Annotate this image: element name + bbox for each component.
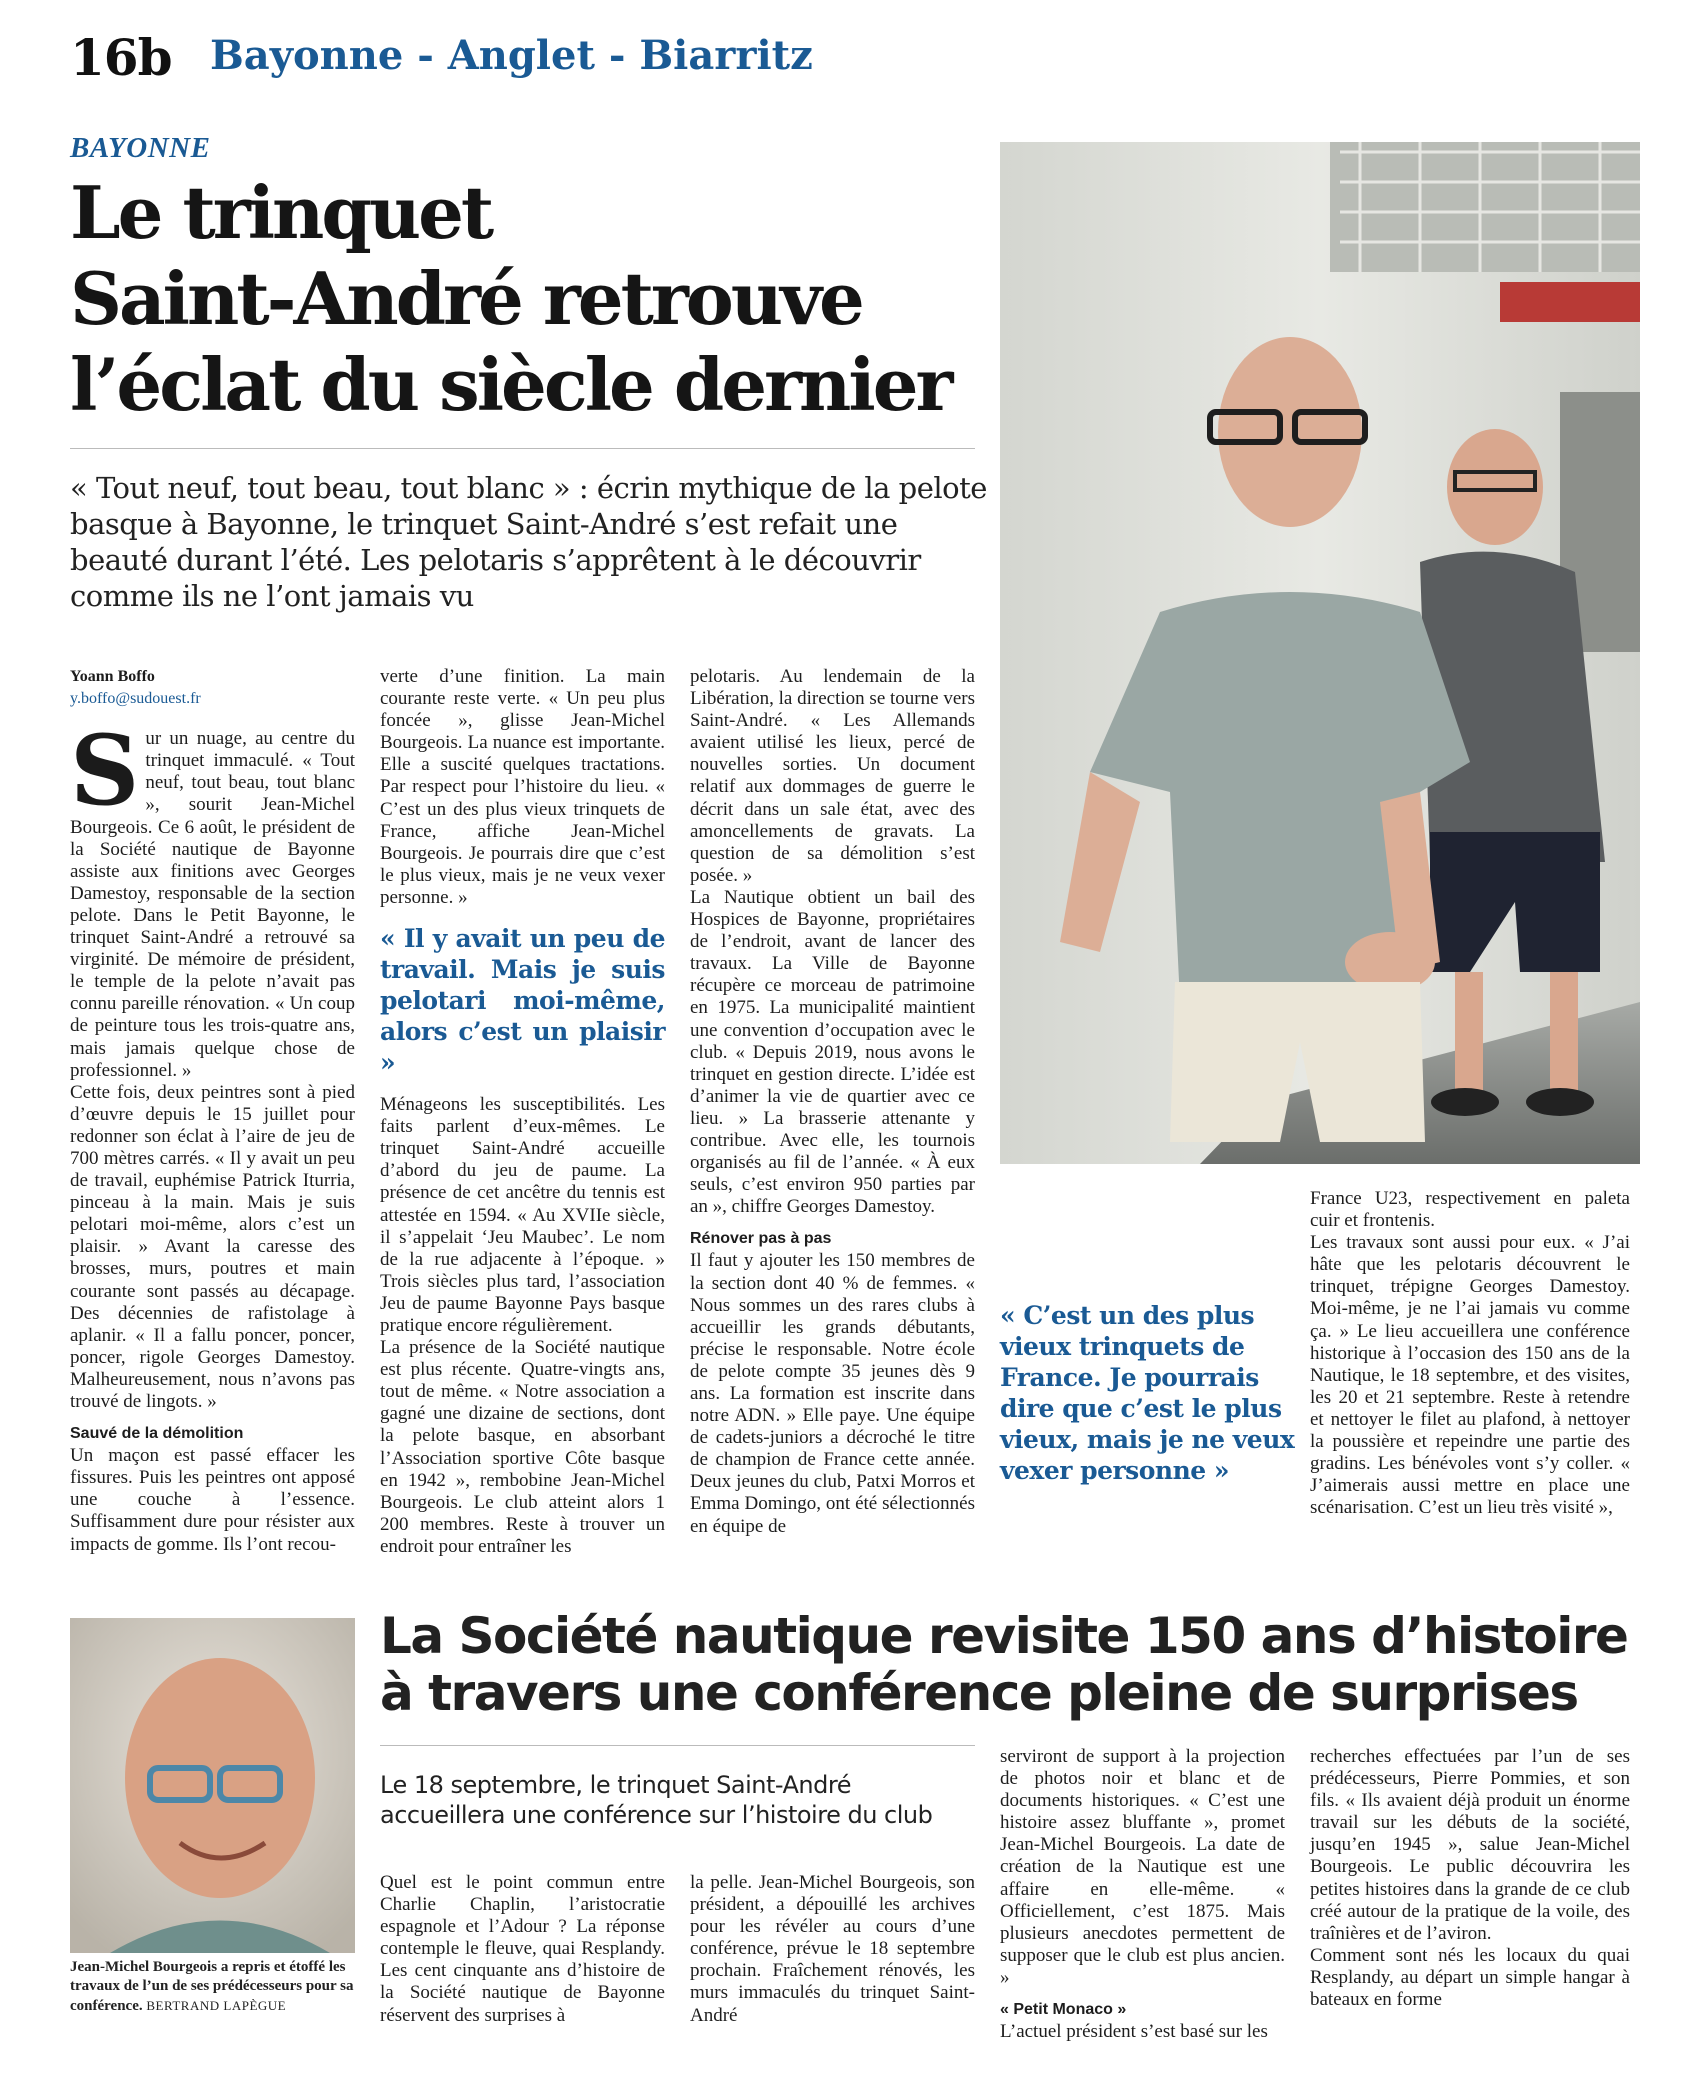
pull-quote: « Il y avait un peu de travail. Mais je suis pelotari moi-même, alors c’est un plaisir » (380, 924, 665, 1078)
portrait-photo (70, 1618, 355, 1953)
article2-lead: Le 18 septembre, le trinquet Saint-André accueillera une conférence sur l’histoire du club (380, 1771, 933, 1829)
author-name: Yoann Boffo (70, 668, 155, 685)
paragraph: pelotaris. Au lendemain de la Libération, la direction se tourne vers Saint-André. « Les Allemands avaient utilisé les lieux, percé de nouvelles sorties. Un document relatif aux dommages de guerre le décrit dans un sale état, avec des amoncellements de gravats. La question de sa démolition s’est posée. » (690, 666, 975, 886)
section-title: Bayonne - Anglet - Biarritz (210, 32, 813, 79)
paragraph: Ménageons les susceptibilités. Les faits parlent d’eux-mêmes. Le trinquet Saint-André accueille d’abord du jeu de paume. La présence de cet ancêtre du tennis est attestée en 1594. « Au XVIIe siècle, il s’appelait ‘Jeu Maubec’. Le nom de la rue adjacente à l’époque. » Trois siècles plus tard, l’association Jeu de paume Bayonne Pays basque pratique encore régulièrement. (380, 1094, 665, 1336)
article-headline (70, 170, 1000, 428)
caption-text: Jean-Michel Bourgeois a repris et étoffé les travaux de l’un de ses prédécesseurs pour sa conférence. (70, 1959, 354, 2014)
article2-column-4 (1310, 1746, 1630, 2011)
headline2-line-2: à travers une conférence pleine de surprises (380, 1664, 1578, 1722)
paragraph: L’actuel président s’est basé sur les (1000, 2021, 1268, 2043)
paragraph: Les travaux sont aussi pour eux. « J’ai hâte que les pelotaris découvrent le trinquet, trépigne Georges Damestoy. Moi-même, je ne l’ai jamais vu comme ça. » Le lieu accueillera une conférence historique à l’occasion des 150 ans de la Nautique, le 18 septembre, et des visites, les 20 et 21 septembre. Reste à retendre et nettoyer le filet au plafond, à nettoyer la poussière et repeindre une partie des gradins. Les bénévoles vont s’y coller. « J’aimerais aussi mettre en place une scénarisation. C’est un lieu très visité », (1310, 1232, 1630, 1519)
paragraph: serviront de support à la projection de photos noir et blanc et de documents historiques. « C’est une histoire assez bluffante », promet Jean-Michel Bourgeois. La date de création de la Nautique est une affaire en elle-même. « Officiellement, c’est 1875. Mais plusieurs anecdotes permettent de supposer que le club est plus ancien. » (1000, 1746, 1285, 1988)
article-column-4 (1310, 1188, 1630, 1519)
pull-quote-2: « C’est un des plus vieux trinquets de France. Je pourrais dire que c’est le plus vieux, mais je ne veux vexer personne » (1000, 1301, 1295, 1485)
article2-headline (380, 1608, 1640, 1722)
article-kicker: BAYONNE (70, 132, 211, 164)
drop-cap: S (70, 714, 140, 828)
paragraph: verte d’une finition. La main courante reste verte. « Un peu plus foncée », glisse Jean-Michel Bourgeois. La nuance est importante. Elle a suscité quelques tractations. Par respect pour l’histoire du lieu. « C’est un des plus vieux trinquets de France, affiche Jean-Michel Bourgeois. Je pourrais dire que c’est le plus vieux, mais je ne veux vexer personne. » (380, 666, 665, 908)
headline-line-2: Saint-André retrouve (70, 256, 862, 341)
article2-column-2 (690, 1872, 975, 2027)
page-number: 16b (70, 28, 172, 87)
article-column-2 (380, 666, 665, 1558)
photo-credit: BERTRAND LAPÈGUE (146, 1998, 287, 2013)
paragraph: Comment sont nés les locaux du quai Resplandy, au départ un simple hangar à bateaux en forme (1310, 1944, 1630, 2011)
paragraph: Quel est le point commun entre Charlie Chaplin, l’aristocratie espagnole et l’Adour ? La réponse contemple le fleuve, quai Resplandy. Les cent cinquante ans d’histoire de la Société nautique de Bayonne réservent des surprises à (380, 1872, 665, 2026)
article-lead: « Tout neuf, tout beau, tout blanc » : écrin mythique de la pelote basque à Bayonne, le trinquet Saint-André s’est refait une beauté durant l’été. Les pelotaris s’apprêtent à le découvrir comme ils ne l’ont jamais vu (70, 471, 987, 613)
subheading: Sauvé de la démolition (70, 1425, 244, 1443)
paragraph: ur un nuage, au centre du trinquet immaculé. « Tout neuf, tout beau, tout blanc », sourit Jean-Michel Bourgeois. Ce 6 août, le président de la Société nautique de Bayonne assiste aux finitions avec Georges Damestoy, responsable de la section pelote. Dans le Petit Bayonne, le trinquet Saint-André a retrouvé sa virginité. De mémoire de président, le temple de la pelote n’avait pas connu pareille rénovation. « Un coup de peinture tous les trois-quatre ans, mais jamais quelque chose de professionnel. » (70, 728, 355, 1081)
photo-two-men-trinquet (1000, 142, 1640, 1164)
paragraph: la pelle. Jean-Michel Bourgeois, son président, a dépouillé les archives pour les révéler au cours d’une conférence, prévue le 18 septembre prochain. Fraîchement rénovés, les murs immaculés du trinquet Saint-André (690, 1872, 975, 2026)
paragraph: recherches effectuées par l’un de ses prédécesseurs, Pierre Pommies, et son fils. « Ils avaient déjà produit un énorme travail sur les débuts de la société, jusqu’en 1945 », salue Jean-Michel Bourgeois. Le public découvrira les petites histoires dans la grande de ce club créé autour de la pratique de la voile, des traînières et de l’aviron. (1310, 1746, 1630, 1944)
headline-line-3: l’éclat du siècle dernier (70, 342, 951, 427)
main-photo (1000, 142, 1640, 1164)
headline-rule (70, 448, 975, 449)
headline2-rule (380, 1745, 975, 1746)
subheading: « Petit Monaco » (1000, 2001, 1127, 2019)
paragraph: La Nautique obtient un bail des Hospices de Bayonne, propriétaires de l’endroit, avant de lancer des travaux. La Ville de Bayonne récupère ce morceau de patrimoine en 1975. La municipalité maintient une convention d’occupation avec le club. « Depuis 2019, nous avons le trinquet en gestion directe. L’idée est d’animer la vie de quartier avec ce lieu. » La brasserie attenante y contribue. Avec elle, les tournois organisés au fil de l’année. « À eux seuls, c’est environ 950 parties par an », chiffre Georges Damestoy. (690, 886, 975, 1218)
photo-jean-michel-bourgeois (70, 1618, 355, 1953)
article2-column-3 (1000, 1746, 1285, 2043)
photo-caption (70, 1958, 360, 2016)
subheading: Rénover pas à pas (690, 1230, 832, 1248)
paragraph: Un maçon est passé effacer les fissures. Puis les peintres ont apposé une couche à l’essence. Suffisamment dure pour résister aux impacts de gomme. Ils l’ont recou- (70, 1445, 355, 1555)
headline-line-1: Le trinquet (70, 170, 492, 255)
author-email[interactable]: y.boffo@sudouest.fr (70, 690, 201, 708)
article2-column-1 (380, 1872, 665, 2027)
article-column-3 (690, 666, 975, 1538)
article-column-1 (70, 666, 355, 1556)
paragraph: France U23, respectivement en paleta cuir et frontenis. (1310, 1188, 1630, 1232)
paragraph: Il faut y ajouter les 150 membres de la section dont 40 % de femmes. « Nous sommes un des rares clubs à accueillir les grands débutants, précise le responsable. Notre école de pelote compte 35 jeunes dès 9 ans. La formation est inscrite dans notre ADN. » Elle paye. Une équipe de cadets-juniors a décroché le titre de champion de France cette année. Deux jeunes du club, Patxi Morros et Emma Domingo, ont été sélectionnés en équipe de (690, 1250, 975, 1537)
headline2-line-1: La Société nautique revisite 150 ans d’histoire (380, 1607, 1628, 1665)
paragraph: La présence de la Société nautique est plus récente. Quatre-vingts ans, tout de même. « Notre association a gagné une dizaine de sections, dont la pelote basque, en absorbant l’Association sportive Côte basque en 1942 », rembobine Jean-Michel Bourgeois. Le club atteint alors 1 200 membres. Reste à trouver un endroit pour entraîner les (380, 1337, 665, 1557)
paragraph: Cette fois, deux peintres sont à pied d’œuvre depuis le 15 juillet pour redonner son éclat à l’aire de jeu de 700 mètres carrés. « Il y avait un peu de travail, euphémise Patrick Iturria, pinceau à la main. Mais je suis pelotari moi-même, alors c’est un plaisir. » Avant la caresse des brosses, murs, poutres et main courante sont passés au décapage. Des décennies de rafistolage à aplanir. « Il a fallu poncer, poncer, poncer, rigole Georges Damestoy. Malheureusement, nous n’avons pas trouvé de lingots. » (70, 1081, 355, 1412)
